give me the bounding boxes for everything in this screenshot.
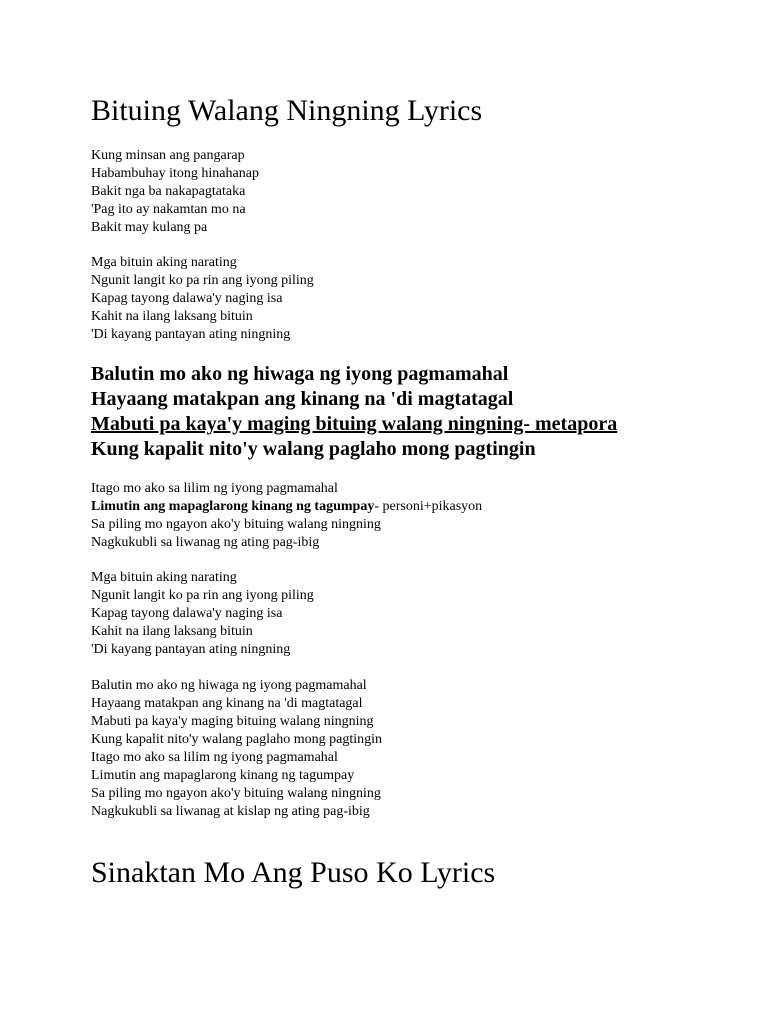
stanza-1 xyxy=(91,147,259,237)
lyric-line: Kahit na ilang laksang bituin xyxy=(91,309,253,324)
stanza-4 xyxy=(91,569,314,659)
lyric-line: Itago mo ako sa lilim ng iyong pagmamahal xyxy=(91,750,338,765)
lyric-line: Kung minsan ang pangarap xyxy=(91,148,245,163)
lyric-line: Ngunit langit ko pa rin ang iyong piling xyxy=(91,588,314,603)
lyric-line: Hayaang matakpan ang kinang na 'di magtatagal xyxy=(91,696,363,711)
lyric-line: Sa piling mo ngayon ako'y bituing walang ningning xyxy=(91,517,381,532)
lyric-line: Mga bituin aking narating xyxy=(91,255,237,270)
lyric-line: 'Pag ito ay nakamtan mo na xyxy=(91,202,246,217)
lyric-line: Sa piling mo ngayon ako'y bituing walang ningning xyxy=(91,786,381,801)
chorus-line: Balutin mo ako ng hiwaga ng iyong pagmamahal xyxy=(91,363,509,385)
lyric-line: Limutin ang mapaglarong kinang ng tagumpay xyxy=(91,768,355,783)
lyric-line: 'Di kayang pantayan ating ningning xyxy=(91,327,291,342)
lyric-line: Kapag tayong dalawa'y naging isa xyxy=(91,291,283,306)
lyric-line: Bakit nga ba nakapagtataka xyxy=(91,184,246,199)
song-title-1: Bituing Walang Ningning Lyrics xyxy=(91,94,483,127)
chorus-line-underlined: Mabuti pa kaya'y maging bituing walang ningning- metapora xyxy=(91,413,618,435)
lyric-line: Mabuti pa kaya'y maging bituing walang ningning xyxy=(91,714,374,729)
lyric-line: Bakit may kulang pa xyxy=(91,220,208,235)
bold-lyric: Limutin ang mapaglarong kinang ng tagumpay xyxy=(91,499,375,514)
lyric-line: Ngunit langit ko pa rin ang iyong piling xyxy=(91,273,314,288)
lyric-line: Habambuhay itong hinahanap xyxy=(91,166,259,181)
lyric-line: Itago mo ako sa lilim ng iyong pagmamahal xyxy=(91,481,338,496)
annotation-note: - personi+pikasyon xyxy=(374,499,483,514)
chorus-line: Kung kapalit nito'y walang paglaho mong pagtingin xyxy=(91,438,536,460)
stanza-5 xyxy=(91,677,382,821)
lyric-line: Mga bituin aking narating xyxy=(91,570,237,585)
chorus-line: Hayaang matakpan ang kinang na 'di magtatagal xyxy=(91,388,514,410)
lyric-line: Kahit na ilang laksang bituin xyxy=(91,624,253,639)
lyric-line: Kung kapalit nito'y walang paglaho mong pagtingin xyxy=(91,732,383,747)
stanza-2 xyxy=(91,254,314,344)
lyric-line: Nagkukubli sa liwanag at kislap ng ating pag-ibig xyxy=(91,804,370,819)
lyric-line: Kapag tayong dalawa'y naging isa xyxy=(91,606,283,621)
stanza-3 xyxy=(91,480,482,552)
lyric-line-annotated xyxy=(91,498,482,516)
song-title-2: Sinaktan Mo Ang Puso Ko Lyrics xyxy=(91,856,496,889)
chorus-emphasized xyxy=(91,362,617,462)
lyric-line: Balutin mo ako ng hiwaga ng iyong pagmamahal xyxy=(91,678,367,693)
lyric-line: 'Di kayang pantayan ating ningning xyxy=(91,642,291,657)
lyric-line: Nagkukubli sa liwanag ng ating pag-ibig xyxy=(91,535,320,550)
